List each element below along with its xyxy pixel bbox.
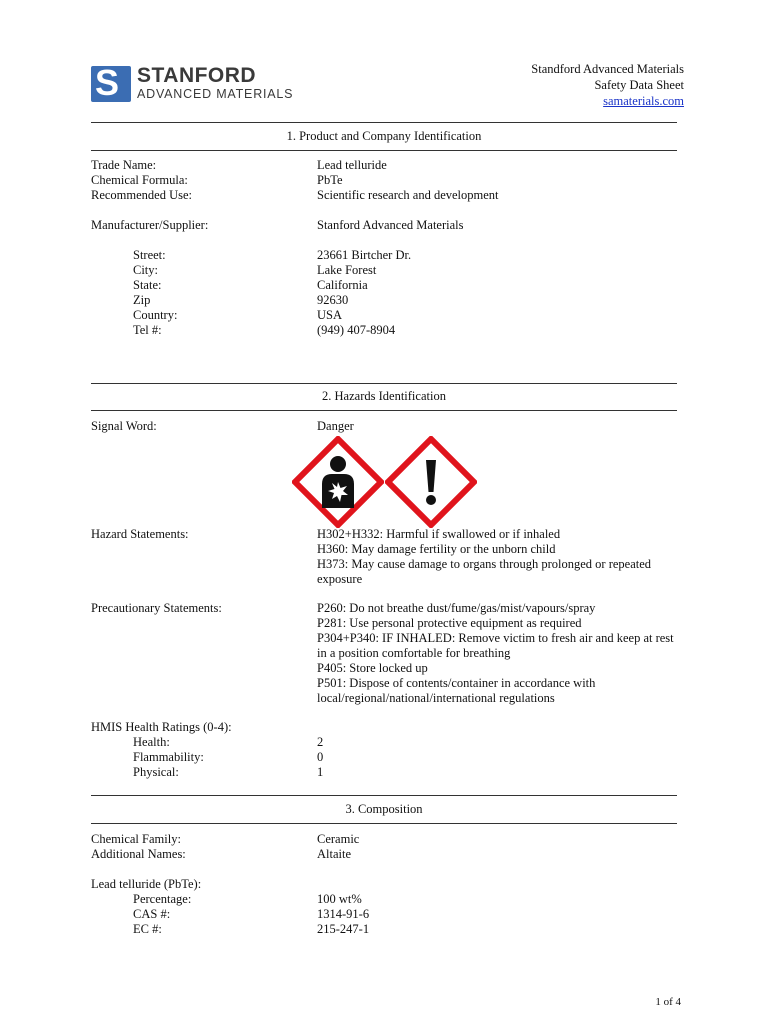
precaution-line: P405: Store locked up [317,661,428,675]
precaution-line: P260: Do not breathe dust/fume/gas/mist/vapours/spray [317,601,596,615]
logo-subtitle: ADVANCED MATERIALS [137,87,294,101]
document-type: Safety Data Sheet [594,78,684,92]
additional-names-value: Altaite [317,847,352,861]
hazard-statements-label: Hazard Statements: [91,527,189,541]
section-3-title: 3. Composition [345,802,423,816]
street-label: Street: [133,248,166,262]
header-info [531,61,684,109]
trade-name-label: Trade Name: [91,158,157,172]
precaution-line: in a position comfortable for breathing [317,646,511,660]
logo-name: STANFORD [137,64,257,87]
company-logo [91,62,294,103]
physical-label: Physical: [133,765,179,779]
precautionary-statements-label: Precautionary Statements: [91,601,222,615]
divider [91,122,677,123]
trade-name-value: Lead telluride [317,158,387,172]
tel-label: Tel #: [133,323,162,337]
product-labels [91,158,192,203]
page-number: 1 of 4 [655,996,681,1008]
cas-value: 1314-91-6 [317,907,370,921]
supplier-label: Manufacturer/Supplier: [91,218,209,232]
composition-labels [91,832,186,862]
exclamation-mark-icon [385,436,477,528]
health-hazard-icon [292,436,384,528]
flammability-label: Flammability: [133,750,204,764]
city-label: City: [133,263,159,277]
zip-value: 92630 [317,293,349,307]
divider [91,150,677,151]
city-value: Lake Forest [317,263,377,277]
logo-mark-letter: S [95,62,120,103]
health-value: 2 [317,735,324,749]
physical-value: 1 [317,765,324,779]
zip-label: Zip [133,293,151,307]
logo-mark [91,62,131,103]
hazard-line: exposure [317,572,363,586]
company-name: Standford Advanced Materials [531,62,684,76]
country-label: Country: [133,308,178,322]
website-link[interactable]: samaterials.com [603,94,684,108]
street-value: 23661 Birtcher Dr. [317,248,412,262]
divider [91,410,677,411]
formula-value: PbTe [317,173,343,187]
formula-label: Chemical Formula: [91,173,188,187]
chemical-family-value: Ceramic [317,832,360,846]
divider [91,823,677,824]
compound-labels [133,892,191,937]
percentage-label: Percentage: [133,892,192,906]
additional-names-label: Additional Names: [91,847,186,861]
state-value: California [317,278,368,292]
compound-values [317,892,687,937]
cas-label: CAS #: [133,907,171,921]
flammability-value: 0 [317,750,324,764]
precaution-line: P281: Use personal protective equipment as required [317,616,582,630]
signal-word-label: Signal Word: [91,419,157,433]
use-value: Scientific research and development [317,188,499,202]
ec-label: EC #: [133,922,162,936]
hazard-statements [317,527,687,587]
hazard-line: H302+H332: Harmful if swallowed or if inhaled [317,527,561,541]
use-label: Recommended Use: [91,188,193,202]
hazard-line: H360: May damage fertility or the unborn child [317,542,556,556]
divider [91,383,677,384]
ec-value: 215-247-1 [317,922,370,936]
address-labels [133,248,177,338]
divider [91,795,677,796]
chemical-family-label: Chemical Family: [91,832,181,846]
supplier-value: Stanford Advanced Materials [317,218,464,232]
percentage-value: 100 wt% [317,892,362,906]
tel-value: (949) 407-8904 [317,323,396,337]
precaution-line: P304+P340: IF INHALED: Remove victim to fresh air and keep at rest [317,631,674,645]
product-values [317,158,687,203]
hmis-ratings-label: HMIS Health Ratings (0-4): [91,720,232,734]
compound-label: Lead telluride (PbTe): [91,877,202,891]
hmis-labels [133,735,204,780]
country-value: USA [317,308,343,322]
hazard-line: H373: May cause damage to organs through prolonged or repeated [317,557,652,571]
address-values [317,248,687,338]
section-1-title: 1. Product and Company Identification [286,129,482,143]
hmis-values [317,735,687,780]
precaution-line: local/regional/national/international regulations [317,691,555,705]
state-label: State: [133,278,162,292]
composition-values [317,832,687,862]
precautionary-statements [317,601,687,706]
precaution-line: P501: Dispose of contents/container in accordance with [317,676,596,690]
signal-word-value: Danger [317,419,354,433]
health-label: Health: [133,735,170,749]
section-2-title: 2. Hazards Identification [322,389,446,403]
